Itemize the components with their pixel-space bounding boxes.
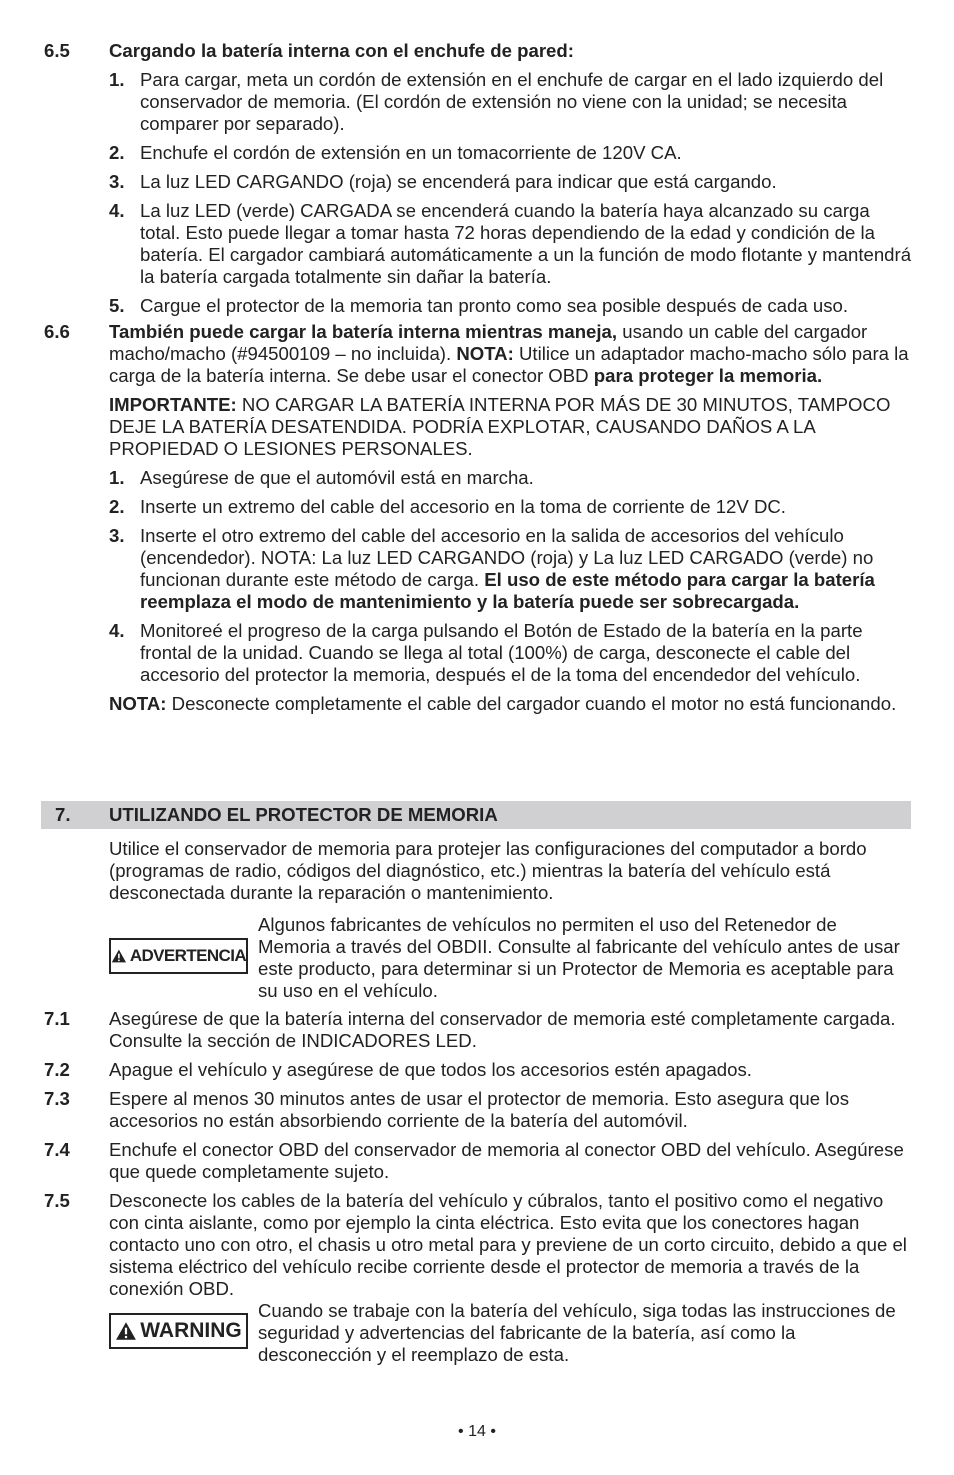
step: 7.4 Enchufe el conector OBD del conservador de memoria al conector OBD del vehículo. Asegúrese que quede completamente sujeto. [44,1139,904,1182]
list-item: 2. Inserte un extremo del cable del accesorio en la toma de corriente de 12V DC. [109,496,786,517]
important-notice: IMPORTANTE: NO CARGAR LA BATERÍA INTERNA POR MÁS DE 30 MINUTOS, TAMPOCO DEJE LA BATERÍA DESATENDIDA. PODRÍA EXPLOTAR, CAUSANDO DAÑOS A LA PROPIEDAD O LESIONES PERSONALES. [109,394,891,459]
section-number: 7. [55,804,71,825]
section-7-header [41,801,911,829]
warning-text: Cuando se trabaje con la batería del vehículo, siga todas las instrucciones de seguridad y advertencias del fabricante de la batería, así como la desconección y el reemplazo de esta. [258,1300,896,1365]
section-number: 6.5 [44,40,70,61]
step: 7.2 Apague el vehículo y asegúrese de que todos los accesorios estén apagados. [44,1059,752,1080]
list-item: 2. Enchufe el cordón de extensión en un tomacorriente de 120V CA. [109,142,682,163]
page-number: • 14 • [458,1423,496,1440]
note: NOTA: Desconecte completamente el cable del cargador cuando el motor no está funcionando. [109,693,897,714]
advertencia-text: Algunos fabricantes de vehículos no permiten el uso del Retenedor de Memoria a través del OBDII. Consulte al fabricante del vehículo antes de usar este producto, para determinar si un Protector de Memoria es aceptable para su uso en el vehículo. [258,914,900,1001]
warning-triangle-icon [115,1321,137,1341]
list-item: 4. Monitoreé el progreso de la carga pulsando el Botón de Estado de la batería en la parte frontal de la unidad. Cuando se llega al total (100%) de carga, desconecte el cable del accesorio del protector la memoria, después el de la toma del encendedor del vehículo. [109,620,863,685]
section-6-6 [44,321,912,715]
section-title: UTILIZANDO EL PROTECTOR DE MEMORIA [109,804,498,825]
list-item: 4. La luz LED (verde) CARGADA se encenderá cuando la batería haya alcanzado su carga total. Esto puede llegar a tomar hasta 72 horas dependiendo de la edad y condición de la batería. El cargador cambiará automáticamente a un la función de modo flotante y mantendrá la batería cargada totalmente sin dañar la batería. [109,200,912,287]
paragraph: También puede cargar la batería interna mientras maneja, usando un cable del cargador macho/macho (#94500109 – no incluida). NOTA: Utilice un adaptador macho-macho sólo para la carga de la batería interna. Se debe usar el conector OBD para proteger la memoria. [109,321,909,386]
advertencia-badge: ADVERTENCIA [109,938,248,974]
section-title: Cargando la batería interna con el enchufe de pared: [109,40,574,61]
paragraph: Utilice el conservador de memoria para protejer las configuraciones del computador a bordo (programas de radio, códigos del diagnóstico, etc.) mientras la batería del vehículo está desconectada durante la reparación o mantenimiento. [109,838,867,903]
warning-triangle-icon [111,947,127,965]
step: 7.5 Desconecte los cables de la batería del vehículo y cúbralos, tanto el positivo como el negativo con cinta aislante, como por ejemplo la cinta eléctrica. Esto evita que los conectores hagan contacto uno con otro, el chasis u otro metal para y previene de un corto circuito, debido a que el sistema eléctrico del vehículo recibe corriente desde el protector de memoria a través de la conexión OBD. [44,1190,907,1299]
step: 7.3 Espere al menos 30 minutos antes de usar el protector de memoria. Esto asegura que los accesorios no están absorbiendo corriente de la batería del automóvil. [44,1088,850,1131]
warning-badge: WARNING [109,1313,248,1349]
list-item: 3. La luz LED CARGANDO (roja) se encenderá para indicar que está cargando. [109,171,777,192]
step: 7.1 Asegúrese de que la batería interna del conservador de memoria esté completamente cargada. Consulte la sección de INDICADORES LED. [44,1008,896,1051]
list-item: 1. Para cargar, meta un cordón de extensión en el enchufe de cargar en el lado izquierdo del conservador de memoria. (El cordón de extensión no viene con la unidad; se necesita comparer por separado). [109,69,884,134]
list-item: 3. Inserte el otro extremo del cable del accesorio en la salida de accesorios del vehículo (encendedor). NOTA: La luz LED CARGANDO (roja) y La luz LED CARGADO (verde) no funcionan durante este método de carga. El uso de este método para cargar la batería reemplaza el modo de mantenimiento y la batería puede ser sobrecargada. [109,525,875,612]
section-number: 6.6 [44,321,70,342]
section-6-5 [44,40,912,317]
section-7-steps [44,1008,912,1300]
list-item: 1. Asegúrese de que el automóvil está en marcha. [109,467,534,488]
list-item: 5. Cargue el protector de la memoria tan pronto como sea posible después de cada uso. [109,295,849,316]
section-7-intro [44,838,912,904]
